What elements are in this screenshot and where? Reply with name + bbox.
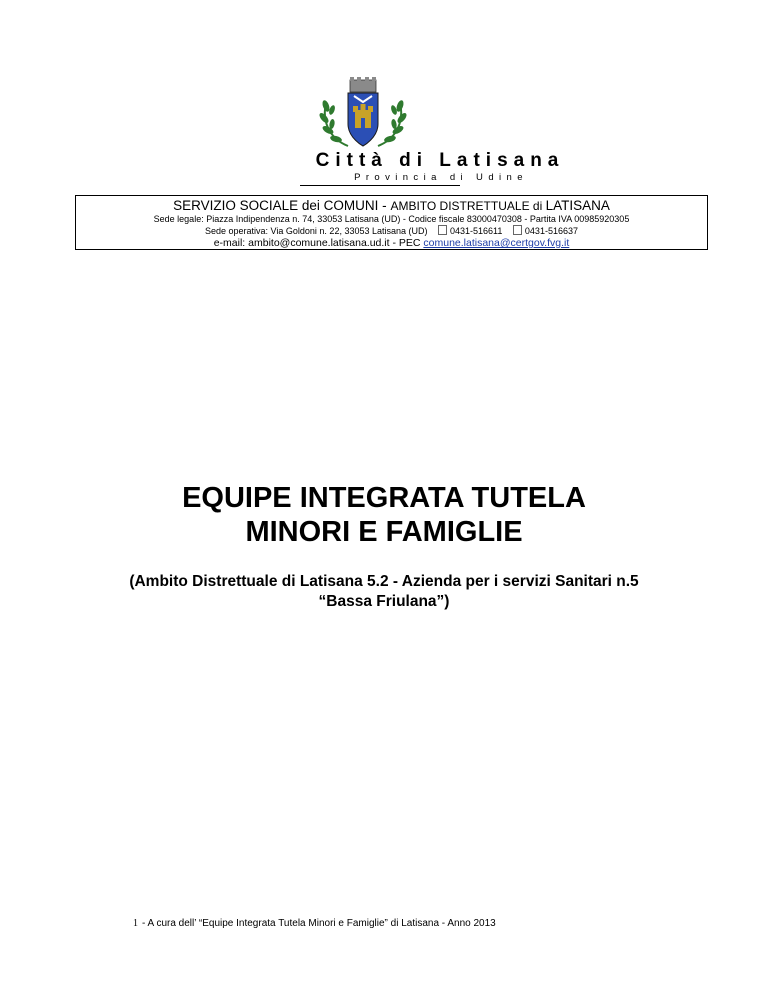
title-line-1: EQUIPE INTEGRATA TUTELA [182,482,586,514]
legal-seat: Sede legale: Piazza Indipendenza n. 74, 33053 Latisana (UD) - Codice fiscale 83000470308 - Partita IVA 00985920305 [153,214,630,224]
email-text: e-mail: ambito@comune.latisana.ud.it - PEC [213,237,424,249]
footnote-number: 1 [133,918,138,929]
document-title [0,481,768,549]
letterhead-box [75,195,708,250]
document-subtitle [60,572,708,612]
subtitle-line-1: (Ambito Distrettuale di Latisana 5.2 - Azienda per i servizi Sanitari n.5 [129,573,639,590]
title-line-2: MINORI E FAMIGLIE [245,516,523,548]
service-title [76,198,707,214]
province-name: Provincia di Udine [354,172,528,183]
phone-number: 0431-516611 [450,226,503,236]
city-name: Città di Latisana [315,150,565,171]
coat-of-arms-icon [318,76,408,156]
service-title-main: SERVIZIO SOCIALE dei COMUNI - [173,198,391,213]
fax-icon [513,225,522,235]
footnote [133,918,496,929]
service-title-small: AMBITO DISTRETTUALE di [390,199,546,213]
operational-seat: Sede operativa: Via Goldoni n. 22, 33053 Latisana (UD) [205,226,428,236]
footnote-text: - A cura dell’ “Equipe Integrata Tutela Minori e Famiglie” di Latisana - Anno 2013 [142,918,496,929]
province-underline [300,185,460,186]
subtitle-line-2: “Bassa Friulana”) [318,593,450,610]
phone-icon [438,225,447,235]
contact-line [76,237,707,249]
operational-seat-line [76,225,707,237]
service-title-end: LATISANA [545,198,610,213]
pec-link[interactable]: comune.latisana@certgov.fvg.it [423,237,570,249]
fax-number: 0431-516637 [524,226,578,236]
